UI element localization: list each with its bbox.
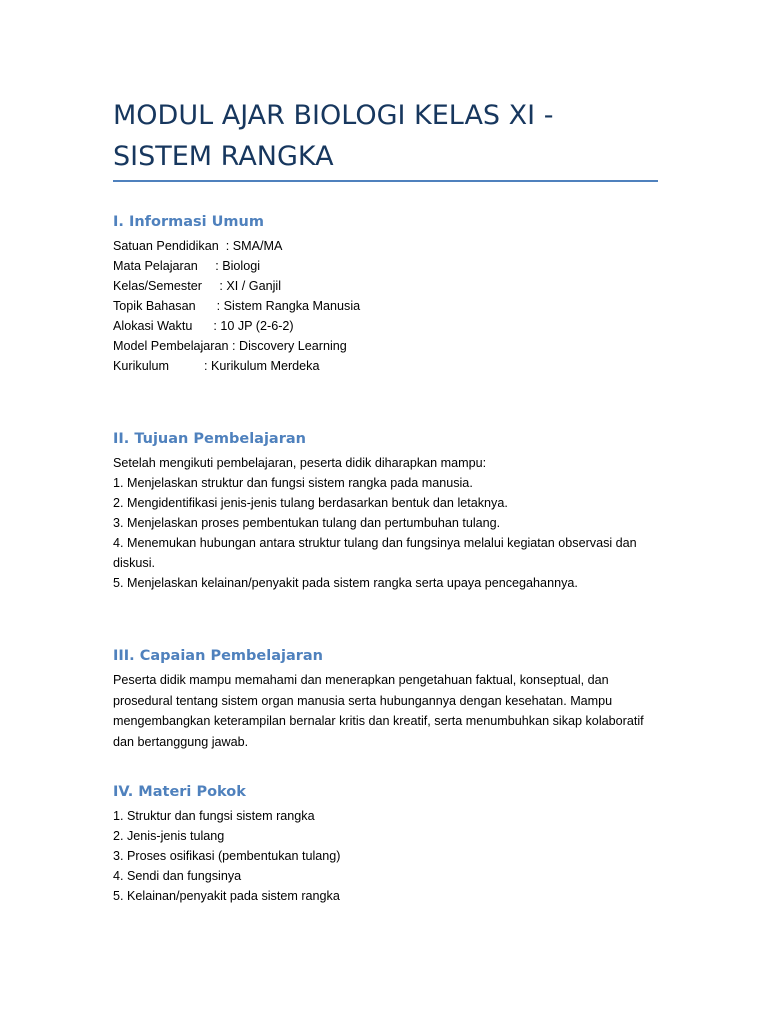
info-row: Topik Bahasan : Sistem Rangka Manusia [113, 299, 361, 313]
section-materi-pokok [113, 782, 658, 906]
document-title [113, 95, 658, 177]
info-row: Satuan Pendidikan : SMA/MA [113, 239, 283, 253]
document-page [113, 0, 658, 1024]
list-item: 3. Proses osifikasi (pembentukan tulang) [113, 849, 341, 863]
section-capaian-pembelajaran [113, 646, 658, 752]
list-item: 5. Kelainan/penyakit pada sistem rangka [113, 889, 340, 903]
section-heading: II. Tujuan Pembelajaran [113, 431, 306, 447]
section-heading: IV. Materi Pokok [113, 784, 246, 800]
info-row: Mata Pelajaran : Biologi [113, 259, 261, 273]
list-item: 2. Jenis-jenis tulang [113, 829, 225, 843]
list-item: 1. Struktur dan fungsi sistem rangka [113, 809, 315, 823]
list-item: diskusi. [113, 556, 155, 570]
list-item: 2. Mengidentifikasi jenis-jenis tulang berdasarkan bentuk dan letaknya. [113, 496, 508, 510]
section-heading: III. Capaian Pembelajaran [113, 648, 324, 664]
section-tujuan-pembelajaran [113, 429, 658, 593]
info-row: Alokasi Waktu : 10 JP (2-6-2) [113, 319, 294, 333]
list-item: 4. Menemukan hubungan antara struktur tulang dan fungsinya melalui kegiatan observasi dan [113, 536, 637, 550]
list-item: 4. Sendi dan fungsinya [113, 869, 242, 883]
info-row: Kelas/Semester : XI / Ganjil [113, 279, 281, 293]
info-row: Kurikulum : Kurikulum Merdeka [113, 359, 320, 373]
list-item: 1. Menjelaskan struktur dan fungsi sistem rangka pada manusia. [113, 476, 473, 490]
info-row: Model Pembelajaran : Discovery Learning [113, 339, 347, 353]
section-heading: I. Informasi Umum [113, 214, 264, 230]
tujuan-intro: Setelah mengikuti pembelajaran, peserta didik diharapkan mampu: [113, 456, 487, 470]
list-item: 5. Menjelaskan kelainan/penyakit pada sistem rangka serta upaya pencegahannya. [113, 576, 578, 590]
capaian-paragraph: Peserta didik mampu memahami dan menerapkan pengetahuan faktual, konseptual, dan prosedural tentang sistem organ manusia serta hubungannya dengan kesehatan. Mampu mengembangkan keterampilan bernalar kritis dan kreatif, serta menumbuhkan sikap kolaboratif dan bertanggung jawab. [113, 673, 644, 749]
title-line-1: MODUL AJAR BIOLOGI KELAS XI - [113, 100, 554, 131]
list-item: 3. Menjelaskan proses pembentukan tulang dan pertumbuhan tulang. [113, 516, 501, 530]
title-line-2: SISTEM RANGKA [113, 141, 334, 172]
section-informasi-umum [113, 212, 658, 376]
title-underline-rule [113, 180, 658, 182]
